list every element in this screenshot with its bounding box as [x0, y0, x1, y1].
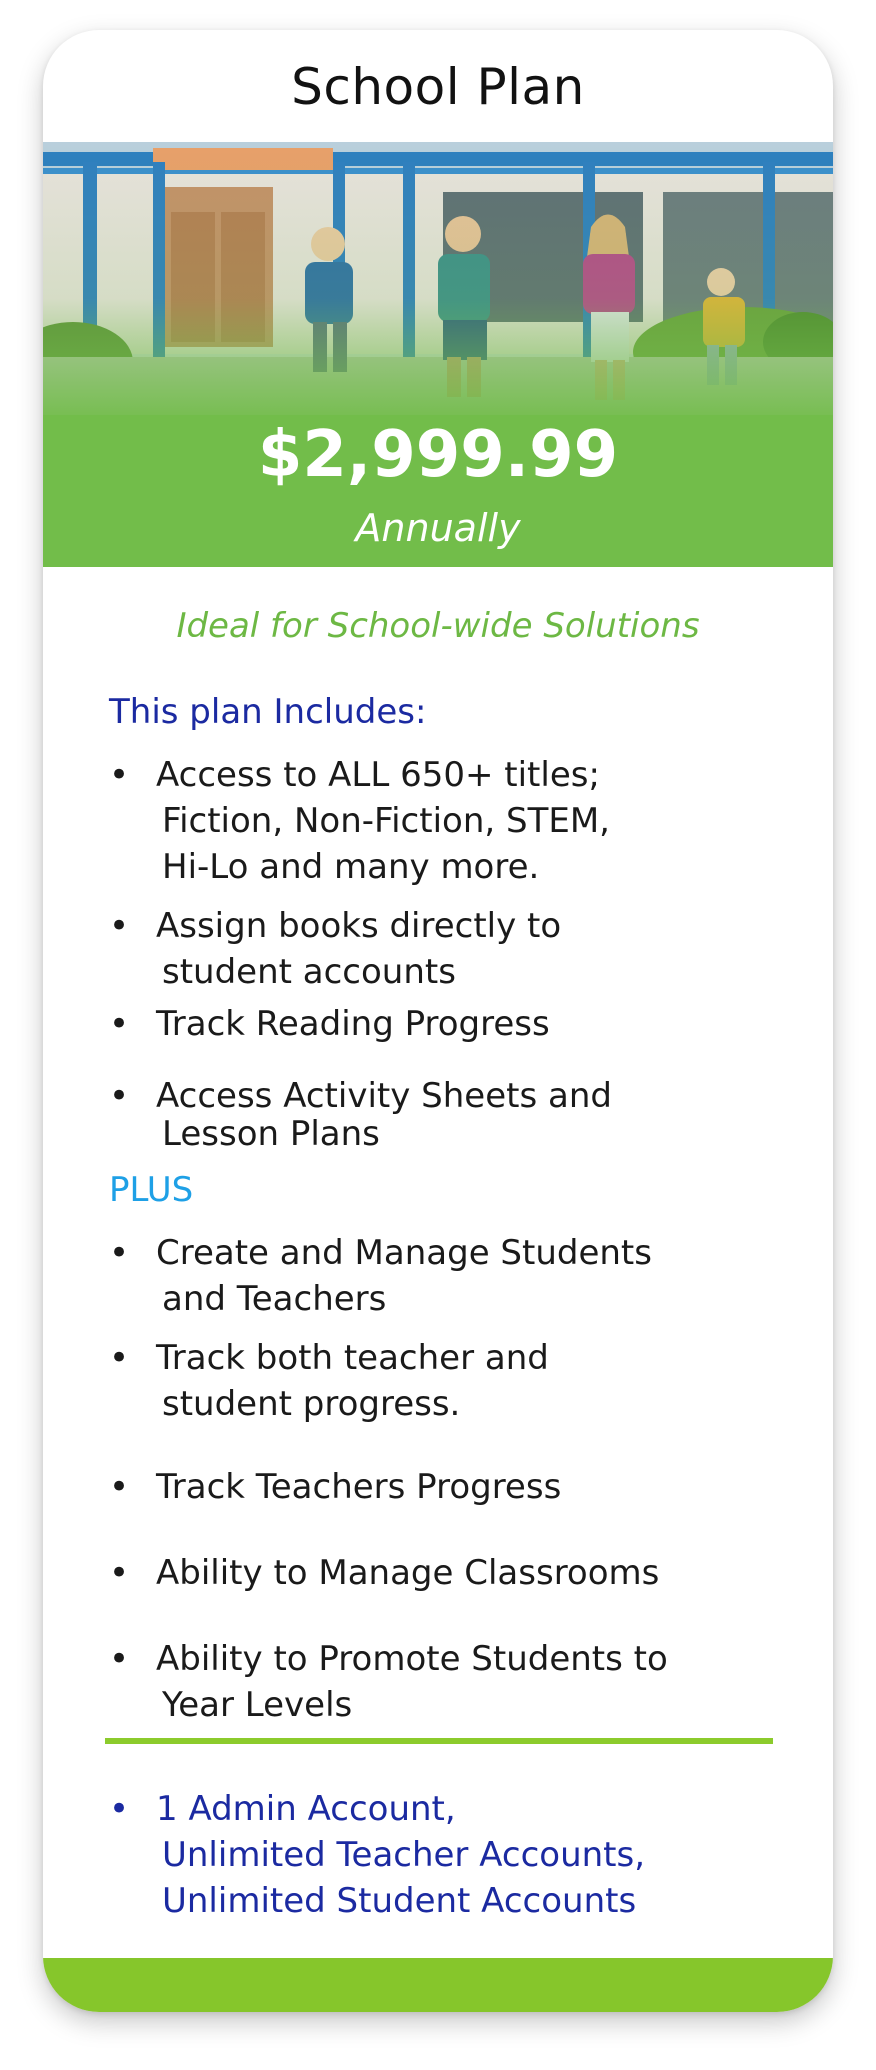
school-children-photo: [43, 142, 833, 427]
section-divider: [105, 1738, 773, 1744]
bullet-icon: •: [109, 1233, 130, 1273]
bullet-icon: •: [109, 1004, 130, 1044]
plus-heading: PLUS: [109, 1170, 194, 1210]
bullet-icon: •: [109, 1338, 130, 1378]
plan-title: School Plan: [291, 58, 585, 116]
bullet-icon: •: [109, 1076, 130, 1116]
bullet-icon: •: [109, 1467, 130, 1507]
bullet-icon: •: [109, 1553, 130, 1593]
plan-card: School Plan $2,999.99 Annually Ideal for School-wide Solutions This plan Includes: • Access to ALL 650+ titles; Fiction, Non-Fiction, STEM, Hi-Lo and many more. • Assign books directly to student accounts • Track Reading Progress • Access Activity Sheets and Lesson Plans PLUS • Create and Manage Students and Teachers • Track both teacher and student progress. • Track Teachers Progress • Ability to Manage Classrooms • Ability to Promote Students to Year Levels • 1 Admin Account, Unlimited Teacher Accounts, Unlimited Student Accounts: [43, 30, 833, 2012]
plan-tagline: Ideal for School-wide Solutions: [176, 606, 700, 646]
billing-period: Annually: [355, 506, 521, 550]
includes-heading: This plan Includes:: [109, 692, 427, 732]
bullet-icon: •: [109, 906, 130, 946]
bullet-icon: •: [109, 1639, 130, 1679]
footer-band: [43, 1958, 833, 2012]
bullet-icon: •: [109, 755, 130, 795]
plan-price: $2,999.99: [257, 418, 619, 492]
bullet-icon: •: [109, 1789, 130, 1829]
